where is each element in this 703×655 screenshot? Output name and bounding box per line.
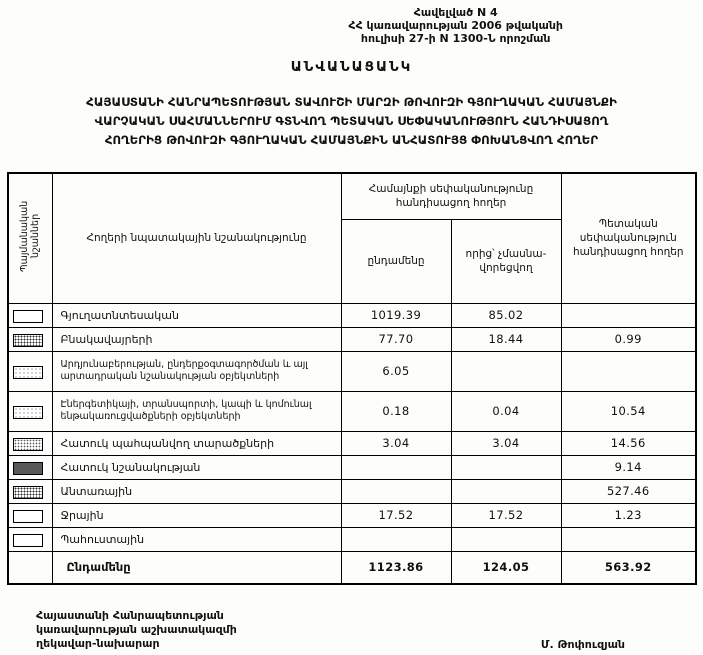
- appendix-line: ՀՀ կառավարության 2006 թվականի: [348, 19, 563, 32]
- land-purpose-label: Գյուղատնտեսական: [52, 303, 341, 327]
- community-total-value: [341, 527, 451, 551]
- table-row: [8, 351, 696, 391]
- table-row: [8, 479, 696, 503]
- community-nonprivatized-value: 85.02: [451, 303, 561, 327]
- appendix-line: հուլիսի 27-ի N 1300-Ն որոշման: [360, 32, 551, 45]
- symbol-cell-empty: [8, 551, 52, 584]
- table-row: [8, 527, 696, 551]
- community-nonprivatized-value: [451, 479, 561, 503]
- state-value: 1.23: [561, 503, 696, 527]
- document-subtitle: [0, 93, 703, 150]
- total-label: Ընդամենը: [52, 551, 341, 584]
- community-total-value: 17.52: [341, 503, 451, 527]
- legend-swatch: [13, 366, 43, 379]
- legend-swatch: [13, 406, 43, 419]
- community-total-value: [341, 455, 451, 479]
- symbol-cell: [8, 391, 52, 431]
- total-community-value: 1123.86: [341, 551, 451, 584]
- community-nonprivatized-value: [451, 527, 561, 551]
- legend-swatch: [13, 534, 43, 547]
- land-purpose-label: Արդյունաբերության, ընդերքօգտագործման և այլ արտադրական նշանակության օբյեկտների: [52, 351, 341, 391]
- table-row: [8, 455, 696, 479]
- column-header-community-nonprivatized: որից՝ չմասնա-վորեցվող: [451, 219, 561, 303]
- state-value: [561, 527, 696, 551]
- land-purpose-label: Բնակավայրերի: [52, 327, 341, 351]
- legend-swatch: [13, 462, 43, 475]
- symbol-cell: [8, 479, 52, 503]
- state-value: [561, 351, 696, 391]
- signer-title-block: [36, 609, 237, 651]
- symbol-cell: [8, 455, 52, 479]
- legend-swatch: [13, 310, 43, 323]
- signer-title-line: Հայաստանի Հանրապետության: [36, 609, 224, 622]
- community-total-value: 3.04: [341, 431, 451, 455]
- community-total-value: 77.70: [341, 327, 451, 351]
- header-group-row: [8, 173, 696, 219]
- total-row: [8, 551, 696, 584]
- state-value: 10.54: [561, 391, 696, 431]
- community-total-value: 6.05: [341, 351, 451, 391]
- land-purpose-label: Հատուկ նշանակության: [52, 455, 341, 479]
- land-purpose-label: Հատուկ պահպանվող տարածքների: [52, 431, 341, 455]
- table-row: [8, 503, 696, 527]
- symbol-cell: [8, 527, 52, 551]
- column-header-community-group: Համայնքի սեփականությունը հանդիսացող հողեր: [341, 173, 561, 219]
- state-value: [561, 303, 696, 327]
- column-header-community-total: ընդամենը: [341, 219, 451, 303]
- table-row: [8, 303, 696, 327]
- land-purpose-label: Էներգետիկայի, տրանսպորտի, կապի և կոմունալ ենթակառուցվածքների օբյեկտների: [52, 391, 341, 431]
- community-total-value: [341, 479, 451, 503]
- symbol-cell: [8, 303, 52, 327]
- page-title: ԱՆՎԱՆԱՑԱՆԿ: [290, 59, 413, 75]
- subtitle-line: ՀՈՂԵՐԻՑ ԹՈՎՈՒԶԻ ԳՅՈՒՂԱԿԱՆ ՀԱՄԱՅՆՔԻՆ ԱՆՀԱՏՈՒՅՑ ՓՈԽԱՆՑՎՈՂ ՀՈՂԵՐ: [104, 133, 599, 147]
- total-state-value: 563.92: [561, 551, 696, 584]
- table-row: [8, 431, 696, 455]
- signer-title-line: ղեկավար-նախարար: [36, 637, 160, 650]
- column-header-purpose: Հողերի նպատակային նշանակությունը: [52, 173, 341, 303]
- legend-swatch: [13, 510, 43, 523]
- symbols-header-label: Պայմանական նշաններ: [19, 200, 42, 272]
- subtitle-line: ՀԱՅԱՍՏԱՆԻ ՀԱՆՐԱՊԵՏՈՒԹՅԱՆ ՏԱՎՈՒՇԻ ՄԱՐԶԻ ԹՈՎՈՒԶԻ ԳՅՈՒՂԱԿԱՆ ՀԱՄԱՅՆՔԻ: [86, 95, 617, 109]
- community-nonprivatized-value: [451, 455, 561, 479]
- symbol-cell: [8, 327, 52, 351]
- appendix-line: Հավելված N 4: [413, 6, 498, 19]
- total-nonprivatized-value: 124.05: [451, 551, 561, 584]
- community-nonprivatized-value: 3.04: [451, 431, 561, 455]
- community-total-value: 0.18: [341, 391, 451, 431]
- symbol-cell: [8, 431, 52, 455]
- land-purpose-label: Պահուստային: [52, 527, 341, 551]
- legend-swatch: [13, 438, 43, 451]
- table-row: [8, 391, 696, 431]
- signer-name: Մ. Թոփուզյան: [540, 638, 625, 651]
- footer: [0, 609, 703, 651]
- column-header-state: Պետական սեփականություն հանդիսացող հողեր: [561, 173, 696, 303]
- symbol-cell: [8, 503, 52, 527]
- community-total-value: 1019.39: [341, 303, 451, 327]
- community-nonprivatized-value: 18.44: [451, 327, 561, 351]
- state-value: 0.99: [561, 327, 696, 351]
- land-allocation-table: [7, 172, 697, 585]
- signer-title-line: կառավարության աշխատակազմի: [36, 623, 237, 636]
- legend-swatch: [13, 486, 43, 499]
- land-purpose-label: Ջրային: [52, 503, 341, 527]
- state-value: 527.46: [561, 479, 696, 503]
- legend-swatch: [13, 334, 43, 347]
- subtitle-line: ՎԱՐՉԱԿԱՆ ՍԱՀՄԱՆՆԵՐՈՒՄ ԳՏՆՎՈՂ ՊԵՏԱԿԱՆ ՍԵՓԱԿԱՆՈՒԹՅՈՒՆ ՀԱՆԴԻՍԱՑՈՂ: [94, 114, 609, 128]
- symbol-cell: [8, 351, 52, 391]
- community-nonprivatized-value: 17.52: [451, 503, 561, 527]
- state-value: 14.56: [561, 431, 696, 455]
- appendix-reference: [348, 6, 563, 45]
- land-purpose-label: Անտառային: [52, 479, 341, 503]
- community-nonprivatized-value: [451, 351, 561, 391]
- state-value: 9.14: [561, 455, 696, 479]
- community-nonprivatized-value: 0.04: [451, 391, 561, 431]
- table-row: [8, 327, 696, 351]
- column-header-symbols: [8, 173, 52, 303]
